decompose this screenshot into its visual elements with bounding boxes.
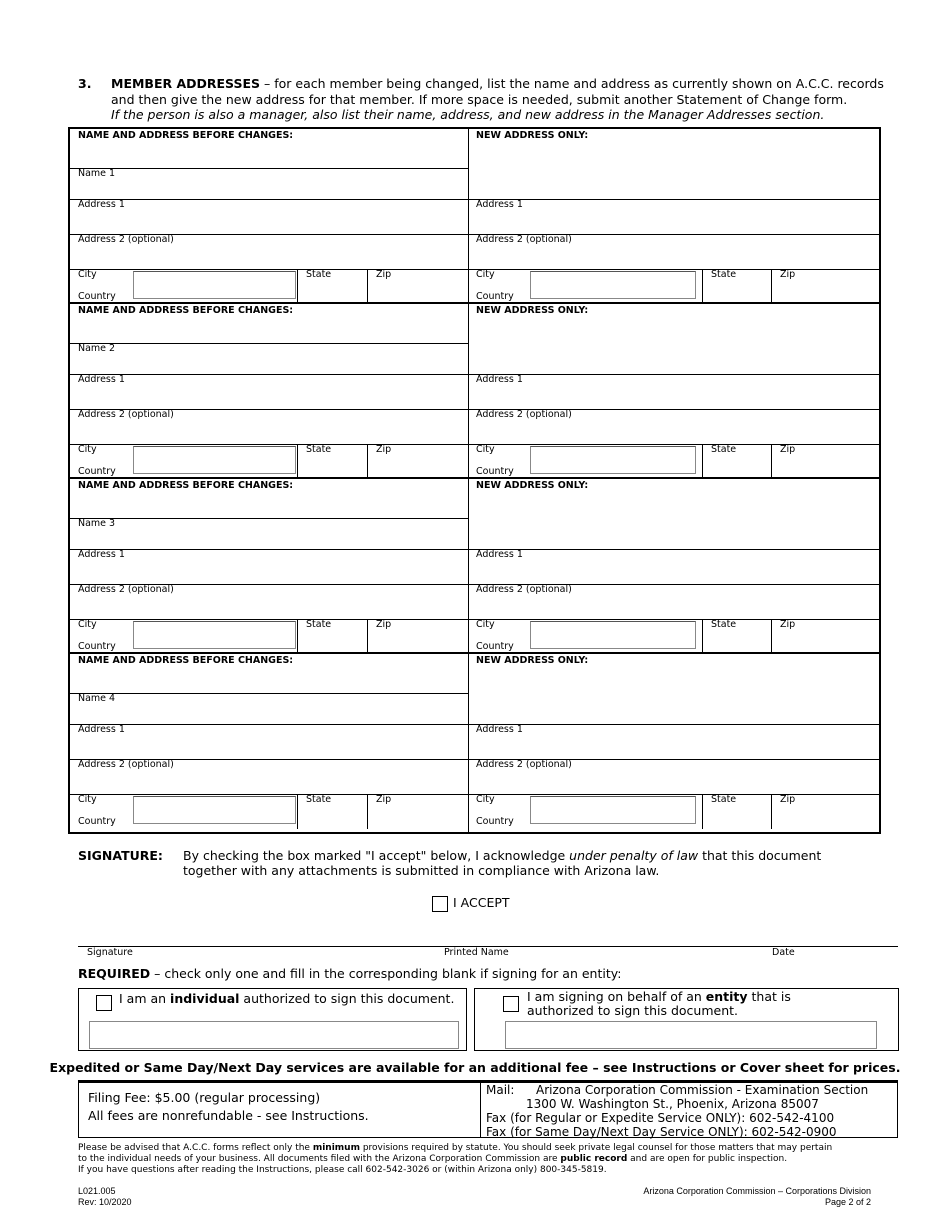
city-country-field[interactable] xyxy=(530,446,696,474)
new-address-header: NEW ADDRESS ONLY: xyxy=(476,130,589,141)
section-number: 3. xyxy=(78,76,92,91)
signature-statement: SIGNATURE: By checking the box marked "I accept" below, I acknowledge under penalty of law that this document together with any attachments is submitted in compliance with Arizona law. xyxy=(78,848,822,878)
signature-key: SIGNATURE: xyxy=(78,848,163,863)
address-2-label: Address 2 (optional) xyxy=(476,759,572,770)
address-2-label: Address 2 (optional) xyxy=(476,234,572,245)
revision: Rev: 10/2020 xyxy=(78,1197,132,1207)
name-label: Name 2 xyxy=(78,343,116,354)
address-1-label: Address 1 xyxy=(476,724,523,735)
member-block xyxy=(70,654,879,832)
country-label: Country xyxy=(476,816,514,827)
city-country-field[interactable] xyxy=(133,796,296,824)
city-country-field[interactable] xyxy=(133,621,296,649)
address-2-label: Address 2 (optional) xyxy=(78,409,174,420)
zip-label: Zip xyxy=(376,269,392,280)
city-country-field[interactable] xyxy=(133,446,296,474)
state-label: State xyxy=(306,269,332,280)
footer-right xyxy=(643,1186,871,1208)
new-address-header: NEW ADDRESS ONLY: xyxy=(476,655,589,666)
address-1-label: Address 1 xyxy=(78,549,125,560)
country-label: Country xyxy=(476,641,514,652)
member-block xyxy=(70,129,879,304)
printed-name-label: Printed Name xyxy=(444,947,509,958)
zip-label: Zip xyxy=(780,794,796,805)
nonrefundable-note: All fees are nonrefundable - see Instructions. xyxy=(88,1108,369,1123)
zip-label: Zip xyxy=(376,794,392,805)
state-label: State xyxy=(306,794,332,805)
accept-label: I ACCEPT xyxy=(453,895,510,910)
city-country-field[interactable] xyxy=(133,271,296,299)
member-address-grid xyxy=(68,127,881,834)
name-label: Name 4 xyxy=(78,693,116,704)
section-line-3: If the person is also a manager, also list their name, address, and new address in the Manager Addresses section. xyxy=(111,107,825,122)
signature-label: Signature xyxy=(87,947,133,958)
member-block xyxy=(70,479,879,654)
mail-info: Mail: Arizona Corporation Commission - Examination Section 1300 W. Washington St., Phoenix, Arizona 85007 Fax (for Regular or Expedite Service ONLY): 602-542-4100 Fax (for Same Day/Next Day Service ONLY): 602-542-0900 xyxy=(486,1083,869,1139)
zip-label: Zip xyxy=(376,619,392,630)
entity-checkbox[interactable] xyxy=(503,996,519,1012)
city-country-field[interactable] xyxy=(530,796,696,824)
state-label: State xyxy=(711,794,737,805)
new-address-header: NEW ADDRESS ONLY: xyxy=(476,305,589,316)
city-country-field[interactable] xyxy=(530,621,696,649)
form-id: L021.005 xyxy=(78,1186,116,1196)
filing-fee: Filing Fee: $5.00 (regular processing) xyxy=(88,1090,321,1105)
address-1-label: Address 1 xyxy=(78,724,125,735)
country-label: Country xyxy=(78,641,116,652)
city-label: City xyxy=(78,619,97,630)
organization: Arizona Corporation Commission – Corporations Division xyxy=(643,1186,871,1196)
city-label: City xyxy=(78,444,97,455)
before-header: NAME AND ADDRESS BEFORE CHANGES: xyxy=(78,655,294,666)
before-header: NAME AND ADDRESS BEFORE CHANGES: xyxy=(78,480,294,491)
city-label: City xyxy=(476,794,495,805)
state-label: State xyxy=(306,619,332,630)
section-line-1: MEMBER ADDRESSES – for each member being changed, list the name and address as currently shown on A.C.C. records xyxy=(111,76,884,91)
required-note: REQUIRED – check only one and fill in the corresponding blank if signing for an entity: xyxy=(78,966,622,981)
state-label: State xyxy=(711,444,737,455)
individual-field[interactable] xyxy=(89,1021,459,1049)
city-label: City xyxy=(78,794,97,805)
before-header: NAME AND ADDRESS BEFORE CHANGES: xyxy=(78,305,294,316)
address-1-label: Address 1 xyxy=(476,374,523,385)
advisory-text: Please be advised that A.C.C. forms reflect only the minimum provisions required by statute. You should seek private legal counsel for those matters that may pertain to the individual needs of your business. All documents filed with the Arizona Corporation Commission are public record and are open for public inspection. If you have questions after reading the Instructions, please call 602-542-3026 or (within Arizona only) 800-345-5819. xyxy=(78,1143,833,1175)
date-label: Date xyxy=(772,947,795,958)
city-label: City xyxy=(476,269,495,280)
state-label: State xyxy=(306,444,332,455)
entity-option: I am signing on behalf of an entity that is authorized to sign this document. xyxy=(474,988,899,1051)
country-label: Country xyxy=(78,291,116,302)
name-label: Name 3 xyxy=(78,518,116,529)
accept-checkbox-row[interactable] xyxy=(432,895,510,912)
zip-label: Zip xyxy=(780,619,796,630)
individual-option: I am an individual authorized to sign this document. xyxy=(78,988,467,1051)
section-title: MEMBER ADDRESSES xyxy=(111,76,261,91)
city-label: City xyxy=(476,619,495,630)
address-2-label: Address 2 (optional) xyxy=(78,584,174,595)
expedited-notice: Expedited or Same Day/Next Day services are available for an additional fee – see Instructions or Cover sheet for prices. xyxy=(49,1060,901,1075)
name-label: Name 1 xyxy=(78,168,116,179)
state-label: State xyxy=(711,619,737,630)
accept-checkbox[interactable] xyxy=(432,896,448,912)
address-2-label: Address 2 (optional) xyxy=(476,584,572,595)
entity-field[interactable] xyxy=(505,1021,877,1049)
fees-box xyxy=(78,1080,898,1138)
city-label: City xyxy=(78,269,97,280)
section-line-2: and then give the new address for that member. If more space is needed, submit another Statement of Change form. xyxy=(111,91,848,107)
country-label: Country xyxy=(78,816,116,827)
address-2-label: Address 2 (optional) xyxy=(476,409,572,420)
address-2-label: Address 2 (optional) xyxy=(78,234,174,245)
section-heading xyxy=(78,76,898,123)
address-2-label: Address 2 (optional) xyxy=(78,759,174,770)
individual-checkbox[interactable] xyxy=(96,995,112,1011)
zip-label: Zip xyxy=(780,444,796,455)
zip-label: Zip xyxy=(780,269,796,280)
country-label: Country xyxy=(476,466,514,477)
address-1-label: Address 1 xyxy=(476,199,523,210)
member-block xyxy=(70,304,879,479)
city-label: City xyxy=(476,444,495,455)
new-address-header: NEW ADDRESS ONLY: xyxy=(476,480,589,491)
address-1-label: Address 1 xyxy=(78,199,125,210)
city-country-field[interactable] xyxy=(530,271,696,299)
address-1-label: Address 1 xyxy=(476,549,523,560)
country-label: Country xyxy=(78,466,116,477)
zip-label: Zip xyxy=(376,444,392,455)
before-header: NAME AND ADDRESS BEFORE CHANGES: xyxy=(78,130,294,141)
country-label: Country xyxy=(476,291,514,302)
state-label: State xyxy=(711,269,737,280)
page-number: Page 2 of 2 xyxy=(824,1197,871,1207)
footer-left xyxy=(78,1186,132,1208)
address-1-label: Address 1 xyxy=(78,374,125,385)
